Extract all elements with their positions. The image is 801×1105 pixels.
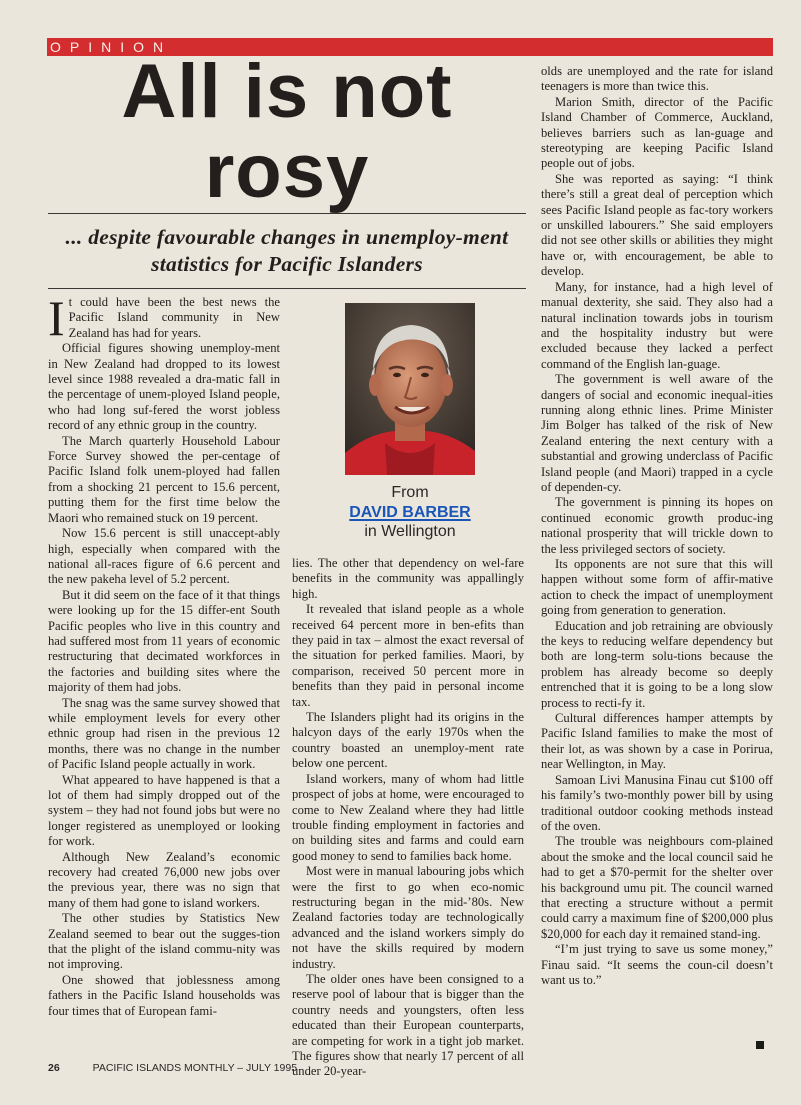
- headline-rule-bottom: [48, 288, 526, 289]
- drop-cap: I: [48, 290, 65, 346]
- article-paragraph: The older ones have been consigned to a reserve pool of labour that is bigger than the country needs and youngsters, often less educated than their European counterparts, are competing for work in a tight job market. The figures show that nearly 17 percent of all under 20-year-: [292, 971, 524, 1079]
- byline-author: DAVID BARBER: [349, 503, 471, 521]
- article-paragraph: [48, 290, 280, 346]
- article-paragraph: It revealed that island people as a whole received 64 percent more in ben-efits than they paid in tax – almost the exact reversal of the situation for perked families. Maori, by comparison, received 50 percent more in benefits than they paid in personal income tax.: [292, 602, 524, 709]
- article-paragraph: Samoan Livi Manusina Finau cut $100 off his family’s two-monthly power bill by using traditional outdoor cooking methods instead of the oven.: [541, 772, 773, 833]
- article-paragraph: The government is well aware of the dangers of social and economic inequal-ities running along ethnic lines. Prime Minister Jim Bolger has talked of the risk of New Zealand entering the next century with a substantial and growing underclass of Pacific Island people (and Maori) trapped in a cycle of dependen-cy.: [541, 372, 773, 494]
- page-number: 26: [48, 1062, 60, 1074]
- article-paragraph: The Islanders plight had its origins in the halcyon days of the early 1970s when the country boasted an unemploy-ment rate below one percent.: [292, 710, 524, 771]
- article-paragraph: Now 15.6 percent is still unaccept-ably high, especially when compared with the national all-races figure of 6.6 percent and the new pakeha level of 5.2 percent.: [48, 526, 280, 587]
- article-paragraph: She was reported as saying: “I think there’s still a great deal of perception which sees Pacific Island people as fac-tory workers or unskilled labourers.” She said employers did not see other skills or abilities they might have or, with encouragement, be able to develop.: [541, 171, 773, 279]
- subhead: ... despite favourable changes in unemploy-ment statistics for Pacific Islanders: [65, 225, 509, 276]
- byline-location: in Wellington: [364, 523, 456, 540]
- author-photo: [345, 303, 475, 475]
- byline: [300, 483, 520, 542]
- article-paragraph: Although New Zealand’s economic recovery had created 76,000 new jobs over the previous year, there was no sign that many of them had gone to island workers.: [48, 849, 280, 910]
- article-paragraph: The other studies by Statistics New Zealand seemed to bear out the sugges-tion that the plight of the island commu-nity was not improving.: [48, 911, 280, 972]
- section-label: OPINION: [50, 39, 173, 55]
- headline-rule-top: [48, 213, 526, 214]
- article-column-1: [48, 290, 280, 1057]
- article-paragraph: Marion Smith, director of the Pacific Island Chamber of Commerce, Auckland, believes barriers such as lan-guage and stereotyping are keeping Pacific Island people out of jobs.: [541, 94, 773, 171]
- headline: All is not rosy: [121, 49, 453, 214]
- article-paragraph: The snag was the same survey showed that while employment levels for every other ethnic group had risen in the previous 12 months, there was no change in the number of Pacific Island people actually in work.: [48, 695, 280, 772]
- article-paragraph: What appeared to have happened is that a lot of them had simply dropped out of the system – they had not found jobs but were no longer registered as unemployed or looking for work.: [48, 772, 280, 849]
- article-column-3: [541, 64, 773, 1054]
- article-paragraph: lies. The other that dependency on wel-fare benefits in the community was appallingly high.: [292, 556, 524, 601]
- article-paragraph: Island workers, many of whom had little prospect of jobs at home, were encouraged to come to New Zealand where they had little trouble finding employment in factories and on building sites and farms and could earn good money to send to families back home.: [292, 771, 524, 863]
- article-paragraph: Its opponents are not sure that this will happen without some form of affir-mative action to check the impact of unemployment going from generation to generation.: [541, 557, 773, 618]
- article-paragraph: Many, for instance, had a high level of manual dexterity, she said. They also had a natural inclination towards jobs in tourism and the hospitality industry but were excluded because they lacked a perfect command of the English lan-guage.: [541, 279, 773, 371]
- article-paragraph: One showed that joblessness among fathers in the Pacific Island households was four times that of European fami-: [48, 972, 280, 1018]
- page-footer: [48, 1062, 348, 1074]
- article-paragraph: The trouble was neighbours com-plained about the smoke and the local council said he had to get a $70-permit for the shelter over his background umu pit. The council warned that erecting a structure without a permit could carry a maximum fine of $200,000 plus $20,000 for each day it remained stand-ing.: [541, 834, 773, 941]
- article-paragraph: olds are unemployed and the rate for island teenagers is more than twice this.: [541, 64, 773, 94]
- article-paragraph: “I’m just trying to save us some money,” Finau said. “It seems the coun-cil doesn’t want us to.”: [541, 942, 773, 987]
- article-paragraph: The government is pinning its hopes on continued economic growth produc-ing national prosperity that will trickle down to the less privileged sectors of society.: [541, 495, 773, 556]
- article-paragraph: Most were in manual labouring jobs which were the first to go when eco-nomic restructuring began in the mid-’80s. New Zealand factories today are technologically advanced and the island workers simply do not have the skills required by modern industry.: [292, 864, 524, 971]
- publication-name: PACIFIC ISLANDS MONTHLY – JULY 1995: [92, 1062, 298, 1074]
- article-paragraph: Cultural differences hamper attempts by Pacific Island families to make the most of their lot, as was shown by a case in Porirua, near Wellington, in May.: [541, 711, 773, 772]
- article-paragraph: The March quarterly Household Labour Force Survey showed the per-centage of Pacific Island folk unem-ployed had fallen from a shocking 21 percent to 15.6 percent, putting them for the first time below the Maori who remained stuck on 19 percent.: [48, 433, 280, 525]
- byline-from: From: [391, 484, 429, 501]
- paragraph-text: t could have been the best news the Pacific Island community in New Zealand has had for years.: [68, 295, 280, 340]
- article-paragraph: Official figures showing unemploy-ment in New Zealand had dropped to its lowest level since 1988 revealed a dra-matic fall in the percentage of unem-ployed Island people, who had long suf-fered the worst jobless record of any ethnic group in the country.: [48, 341, 280, 433]
- end-of-article-mark: [756, 1041, 764, 1049]
- article-paragraph: Education and job retraining are obviously the keys to reducing welfare dependency but both are long-term solu-tions because the problem has already become so deeply entrenched that it is going to be a long slow process to recti-fy it.: [541, 618, 773, 710]
- article-paragraph: But it did seem on the face of it that things were looking up for the 15 differ-ent South Pacific peoples who live in this country and had suffered most from 11 years of economic restructuring that decimated workforces in the factories and building sites where the majority of them had jobs.: [48, 587, 280, 695]
- article-column-2: [292, 556, 524, 1079]
